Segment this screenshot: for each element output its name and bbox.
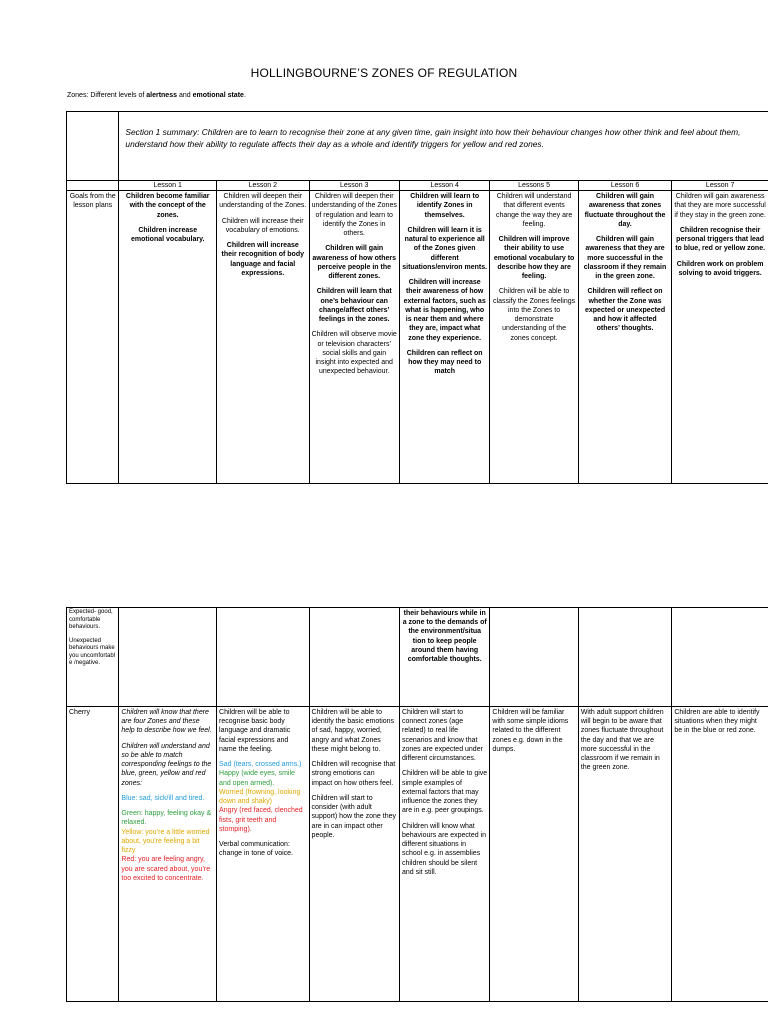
cherry-lesson-7: Children are able to identify situations when they might be in the blue or red zone. bbox=[672, 707, 768, 1002]
goal-text: Children will be able to classify the Zones feelings into the Zones to demonstrate understanding of the zones concept. bbox=[493, 288, 576, 342]
cherry-text: Children will start to consider (with adult support) how the zone they are in can impact other people. bbox=[311, 794, 396, 839]
goal-text: Children will increase their recognition of body language and facial expressions. bbox=[221, 242, 304, 277]
lesson-header-5: Lessons 5 bbox=[490, 181, 578, 191]
cherry-text: Children will understand and so be able to match corresponding feelings to the blue, green, yellow and red zones: bbox=[121, 742, 212, 787]
lesson-header-6: Lesson 6 bbox=[578, 181, 672, 191]
goals-lesson-6 bbox=[578, 191, 672, 484]
empty-cell bbox=[490, 608, 578, 707]
empty-corner-cell bbox=[67, 112, 119, 181]
header-empty-cell bbox=[67, 181, 119, 191]
cherry-text: Children will be able to recognise basic body language and dramatic facial expressions and name the feeling. bbox=[219, 709, 291, 753]
goals-lesson-1 bbox=[119, 191, 217, 484]
cherry-row bbox=[67, 707, 768, 1002]
goals-label: Goals from the lesson plans bbox=[67, 191, 119, 484]
cherry-lesson-4 bbox=[399, 707, 489, 1002]
goal-text: Children become familiar with the concept of the zones. bbox=[125, 193, 210, 219]
section-summary: Section 1 summary: Children are to learn to recognise their zone at any given time, gain insight into how their behaviour changes how other think and feel about them, understand how their ability to regulate affects their day as a whole and identify triggers for yellow and red zones. bbox=[119, 112, 768, 181]
subtitle-prefix: Zones: Different levels of bbox=[67, 92, 147, 99]
goal-text: Children will gain awareness that they are more successful in the classroom if they remain in the green zone. bbox=[583, 236, 667, 281]
goal-text: Children will improve their ability to use emotional vocabulary to describe how they are feeling. bbox=[493, 236, 575, 281]
subtitle-emotional: emotional state bbox=[192, 92, 244, 99]
goals-lesson-2 bbox=[217, 191, 309, 484]
definitions-row bbox=[67, 608, 768, 707]
empty-cell bbox=[672, 608, 768, 707]
goal-text: Children will gain awareness that they are more successful if they stay in the green zone. bbox=[674, 193, 766, 219]
emotion-sad-text: Sad (tears, crossed arms.) bbox=[219, 761, 302, 769]
goal-text: Children will learn it is natural to experience all of the Zones given different situations/environ ments. bbox=[402, 226, 488, 271]
goal-text: Children will learn to identify Zones in themselves. bbox=[410, 193, 480, 219]
goals-row bbox=[67, 191, 768, 484]
lesson-header-1: Lesson 1 bbox=[119, 181, 217, 191]
goal-text: Children will gain awareness that zones fluctuate throughout the day. bbox=[584, 193, 666, 228]
lesson-header-3: Lesson 3 bbox=[309, 181, 399, 191]
cherry-label: Cherry bbox=[67, 707, 119, 1002]
goals-lesson-4 bbox=[399, 191, 489, 484]
emotion-angry-text: Angry (red faced, clenched fists, grit teeth and stomping). bbox=[219, 807, 303, 833]
subtitle-and: and bbox=[177, 92, 193, 99]
goal-text: Children will deepen their understanding of the Zones of regulation and learn to identify the Zones in others. bbox=[311, 193, 397, 238]
definition-expected: Expected- good, comfortable behaviours. bbox=[69, 609, 113, 630]
lesson-header-4: Lesson 4 bbox=[399, 181, 489, 191]
lesson-header-2: Lesson 2 bbox=[217, 181, 309, 191]
definition-unexpected: Unexpected behaviours make you uncomfortabl e /negative. bbox=[69, 637, 116, 666]
zone-red-text: Red: you are feeling angry, you are scared about, you’re too excited to concentrate. bbox=[121, 856, 211, 882]
cherry-lesson-5: Children will be familiar with some simple idioms related to the different zones e.g. down in the dumps. bbox=[490, 707, 578, 1002]
goal-text: Children work on problem solving to avoid triggers. bbox=[676, 260, 764, 277]
definitions-cell bbox=[67, 608, 119, 707]
cherry-lesson-6: With adult support children will begin to be aware that zones fluctuate throughout the day and that we are more successful in the classroom if we remain in the green zone. bbox=[578, 707, 672, 1002]
cherry-lesson-2 bbox=[217, 707, 310, 1002]
empty-cell bbox=[217, 608, 310, 707]
goals-lesson-5 bbox=[490, 191, 578, 484]
cherry-text: Children will know that there are four Zones and these help to describe how we feel. bbox=[121, 709, 212, 735]
cherry-text: Verbal communication: change in tone of voice. bbox=[219, 841, 293, 858]
goal-text: Children will observe movie or television characters’ social skills and gain insight into expected and unexpected behaviour. bbox=[311, 331, 397, 376]
zones-table-continued bbox=[66, 607, 768, 1002]
zone-green-text: Green: happy, feeling okay & relaxed. bbox=[121, 810, 212, 827]
zone-yellow-text: Yellow: you’re a little worried about, you’re feeling a bit fizzy bbox=[121, 828, 210, 855]
subtitle-alertness: alertness bbox=[146, 92, 177, 99]
empty-cell bbox=[309, 608, 399, 707]
goal-text: Children will deepen their understanding of the Zones. bbox=[219, 193, 307, 210]
cherry-text: Children will be able to identify the basic emotions of sad, happy, worried, angry and what Zones these might belong to. bbox=[311, 709, 395, 753]
goal-text: Children will understand that different events change the way they are feeling. bbox=[495, 193, 573, 228]
goals-lesson-4-continued: their behaviours while in a zone to the demands of the environment/situa tion to keep people around them having comfortable thoughts. bbox=[399, 608, 489, 707]
lesson-header-7: Lesson 7 bbox=[672, 181, 768, 191]
empty-cell bbox=[119, 608, 217, 707]
emotion-happy-text: Happy (wide eyes, smile and open armed). bbox=[219, 770, 295, 787]
goal-text: Children will increase their awareness of how external factors, such as what is happening, who is near them and where they are, impact what zone they experience. bbox=[403, 279, 486, 342]
goal-text: Children will gain awareness of how others perceive people in the different zones. bbox=[312, 245, 397, 281]
goal-text: Children will reflect on whether the Zone was expected or unexpected and how it affected others’ thoughts. bbox=[584, 288, 666, 333]
goals-lesson-3 bbox=[309, 191, 399, 484]
cherry-text: Children will start to connect zones (age related) to real life scenarios and know that zones are expected under different circumstances. bbox=[401, 709, 483, 763]
emotion-worried-text: Worried (frowning, looking down and shaky) bbox=[219, 788, 301, 806]
cherry-lesson-1 bbox=[119, 707, 217, 1002]
zone-blue-text: Blue: sad, sick/ill and tired. bbox=[121, 794, 205, 802]
lesson-header-row bbox=[67, 181, 768, 191]
goal-text: Children will increase their vocabulary of emotions. bbox=[221, 217, 304, 234]
cherry-text: Children will recognise that strong emotions can impact on how others feel. bbox=[311, 761, 396, 787]
empty-cell bbox=[578, 608, 672, 707]
page-title: HOLLINGBOURNE’S ZONES OF REGULATION bbox=[250, 66, 518, 80]
cherry-text: Children will know what behaviours are expected in different situations in school e.g. in assemblies children should be silent and sit still. bbox=[401, 822, 487, 876]
goal-text: Children recognise their personal triggers that lead to blue, red or yellow zone. bbox=[675, 226, 766, 253]
goal-text: Children increase emotional vocabulary. bbox=[131, 226, 205, 244]
cherry-lesson-3 bbox=[309, 707, 399, 1002]
zones-table-section-1 bbox=[66, 111, 768, 484]
goal-text: Children can reflect on how they may need to match bbox=[406, 349, 483, 376]
goal-text: Children will learn that one’s behaviour can change/affect others’ feelings in the zones. bbox=[316, 288, 392, 324]
subtitle-end: . bbox=[243, 92, 246, 99]
page-subtitle bbox=[67, 92, 246, 99]
cherry-text: Children will be able to give simple examples of external factors that may influence the zones they are in e.g. peer groupings. bbox=[401, 770, 488, 815]
goals-lesson-7 bbox=[672, 191, 768, 484]
